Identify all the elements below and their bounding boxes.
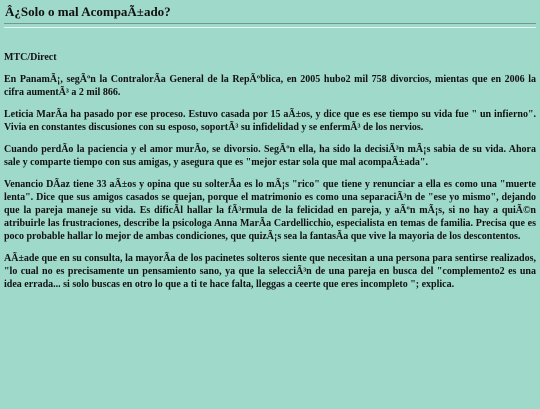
article-paragraph: AÃ±ade que en su consulta, la mayorÃa de los pacinetes solteros siente que necesitan a una persona para sentirse realizados, "lo cual no es precisamente un pensamiento sano, ya que la selecciÃ³n de una pareja en busca del "complemento2 es una idea errada... si solo buscas en otro lo que a ti te hace falta, lleggas a ceerte que eres incompleto "; explica. [4,253,536,290]
article-paragraph: Venancio DÃaz tiene 33 aÃ±os y opina que su solterÃa es lo mÃ¡s "rico" que tiene y renunciar a ella es como una "muerte lenta". Dice que sus amigos casados se quejan, porque el matrimonio es como una separaciÃ³n de "ese yo mismo", dejando que la pareja maneje su vida. Es dificÃl hallar la fÃ³rmula de la felicidad en pareja, y aÃºn mÃ¡s, si no hay a quiÃ©n atribuirle las frustraciones, describe la psicologa Anna MarÃa Cardellicchio, especialista en temas de familia. Precisa que es poco probable hallar lo mejor de ambas condiciones, que quizÃ¡s sea la fantasÃa que vive la mayoria de los descontentos. [4,179,536,242]
article-page [0,4,540,409]
header-spacer [4,28,536,52]
article-paragraph: En PanamÃ¡, segÃºn la ContralorÃa General de la RepÃºblica, en 2005 hubo2 mil 758 divorcios, mientas que en 2006 la cifra aumentÃ³ a 2 mil 866. [4,74,536,98]
article-byline: MTC/Direct [4,52,57,63]
article-title: Â¿Solo o mal AcompaÃ±ado? [5,4,171,19]
article-paragraph: Leticia MarÃa ha pasado por ese proceso. Estuvo casada por 15 aÃ±os, y dice que es ese tiempo su vida fue " un infierno". Vivia en constantes discusiones con su esposo, soportÃ³ su infidelidad y se enfermÃ³ de los nervios. [4,109,536,133]
article-paragraph: Cuando perdÃo la paciencia y el amor murÃo, se divorsio. SegÃºn ella, ha sido la decisiÃ³n mÃ¡s sabia de su vida. Ahora sale y comparte tiempo con sus amigas, y asegura que es "mejor estar sola que mal acompaÃ±ada". [4,144,536,168]
